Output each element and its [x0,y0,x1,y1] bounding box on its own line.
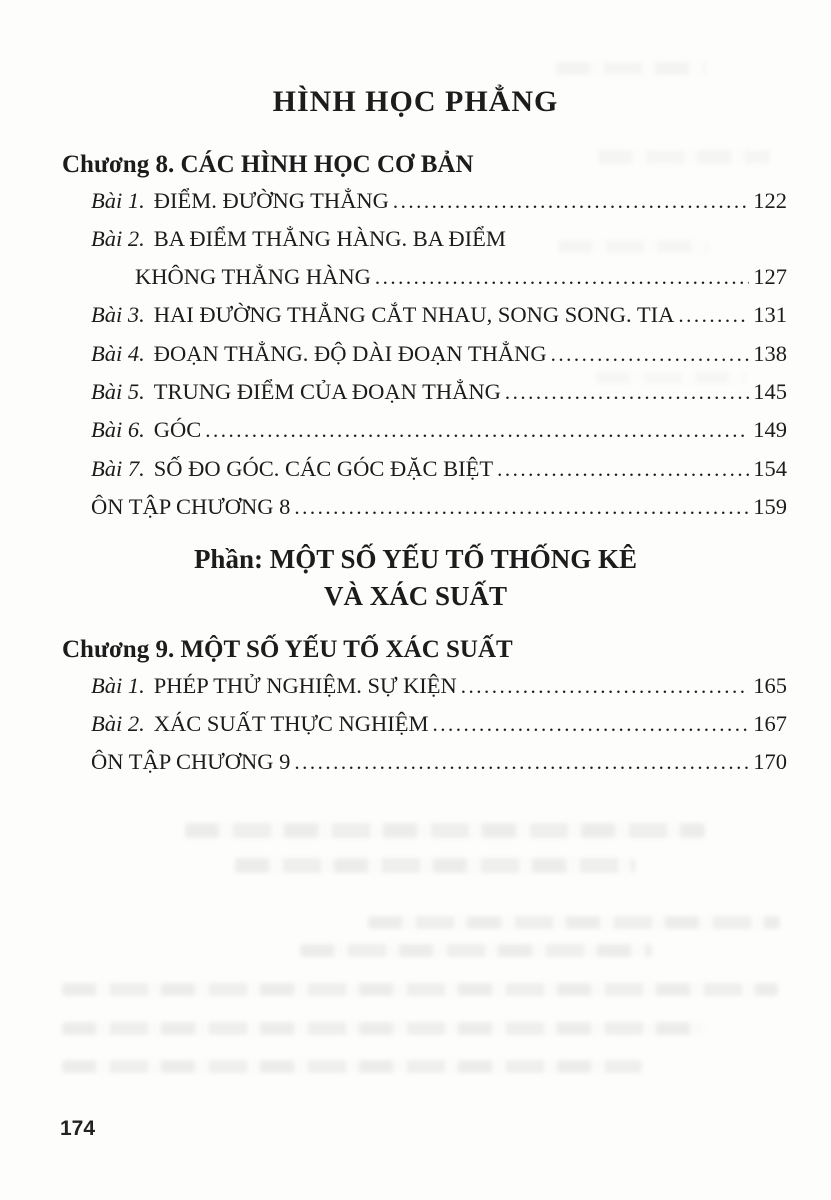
entry-title: PHÉP THỬ NGHIỆM. SỰ KIỆN [153,672,457,698]
entry-page-number: 170 [753,749,787,775]
page-number: 174 [60,1117,96,1140]
toc-chapter-8 [91,182,787,527]
part-heading-line2: VÀ XÁC SUẤT [323,580,507,611]
dot-leader [678,297,749,334]
toc-entry [91,450,787,488]
entry-title-continuation: KHÔNG THẲNG HÀNG [135,263,371,289]
bleed-through-artifact [300,944,652,957]
dot-leader [375,259,749,296]
entry-title: TRUNG ĐIỂM CỦA ĐOẠN THẲNG [153,379,501,405]
entry-title: ĐOẠN THẲNG. ĐỘ DÀI ĐOẠN THẲNG [153,340,547,366]
bleed-through-artifact [235,858,635,873]
part-heading-line1: Phần: MỘT SỐ YẾU TỐ THỐNG KÊ [193,543,638,574]
bleed-through-artifact [62,1060,642,1073]
entry-page-number: 127 [753,263,787,289]
toc-entry [91,705,787,743]
dot-leader [294,489,749,526]
entry-label: Bài 1. [91,188,145,213]
toc-entry [91,182,787,220]
entry-page-number: 149 [753,417,787,443]
bleed-through-artifact [598,150,770,164]
bleed-through-artifact [62,1022,704,1035]
entry-label: Bài 7. [91,455,145,481]
entry-page-number: 131 [753,302,787,328]
entry-page-number: 154 [753,455,787,481]
toc-entry [91,667,787,705]
entry-title: ÔN TẬP CHƯƠNG 9 [91,749,291,775]
entry-page-number: 145 [753,379,787,405]
toc-entry [91,411,787,449]
bleed-through-artifact [556,62,706,75]
entry-label: Bài 1. [91,672,145,698]
bleed-through-artifact [558,240,708,253]
entry-label: Bài 6. [91,417,145,443]
bleed-through-artifact [185,823,705,838]
chapter-8-heading: Chương 8. CÁC HÌNH HỌC CƠ BẢN [62,151,474,178]
entry-title: ÔN TẬP CHƯƠNG 8 [91,494,291,520]
entry-label: Bài 2. [91,711,145,737]
entry-page-number: 122 [753,188,787,213]
entry-title: SỐ ĐO GÓC. CÁC GÓC ĐẶC BIỆT [153,455,494,481]
entry-page-number: 159 [753,494,787,520]
chapter-9-heading: Chương 9. MỘT SỐ YẾU TỐ XÁC SUẤT [62,635,513,663]
section-title: HÌNH HỌC PHẲNG [272,85,559,118]
entry-title: HAI ĐƯỜNG THẲNG CẮT NHAU, SONG SONG. TIA [153,302,675,328]
bleed-through-artifact [596,372,746,384]
entry-label: Bài 2. [91,226,145,252]
toc-entry-continuation [91,258,787,296]
dot-leader [393,183,749,220]
entry-title: GÓC [153,417,202,443]
dot-leader [433,706,750,743]
entry-page-number: 165 [753,672,787,698]
bleed-through-artifact [62,983,778,996]
dot-leader [461,668,749,705]
part-heading [0,541,831,615]
toc-entry-review [91,488,787,526]
dot-leader [294,744,749,781]
toc-entry [91,335,787,373]
entry-label: Bài 4. [91,340,145,366]
dot-leader [551,336,750,373]
bleed-through-artifact [368,916,780,929]
dot-leader [497,451,749,488]
toc-entry-review [91,743,787,781]
entry-title: XÁC SUẤT THỰC NGHIỆM [153,711,429,737]
entry-title: BA ĐIỂM THẲNG HÀNG. BA ĐIỂM [153,226,506,252]
toc-chapter-9 [91,667,787,782]
entry-title: ĐIỂM. ĐƯỜNG THẲNG [153,188,389,213]
entry-page-number: 167 [753,711,787,737]
entry-page-number: 138 [753,340,787,366]
toc-entry [91,296,787,334]
entry-label: Bài 5. [91,379,145,405]
entry-label: Bài 3. [91,302,145,328]
dot-leader [205,412,749,449]
